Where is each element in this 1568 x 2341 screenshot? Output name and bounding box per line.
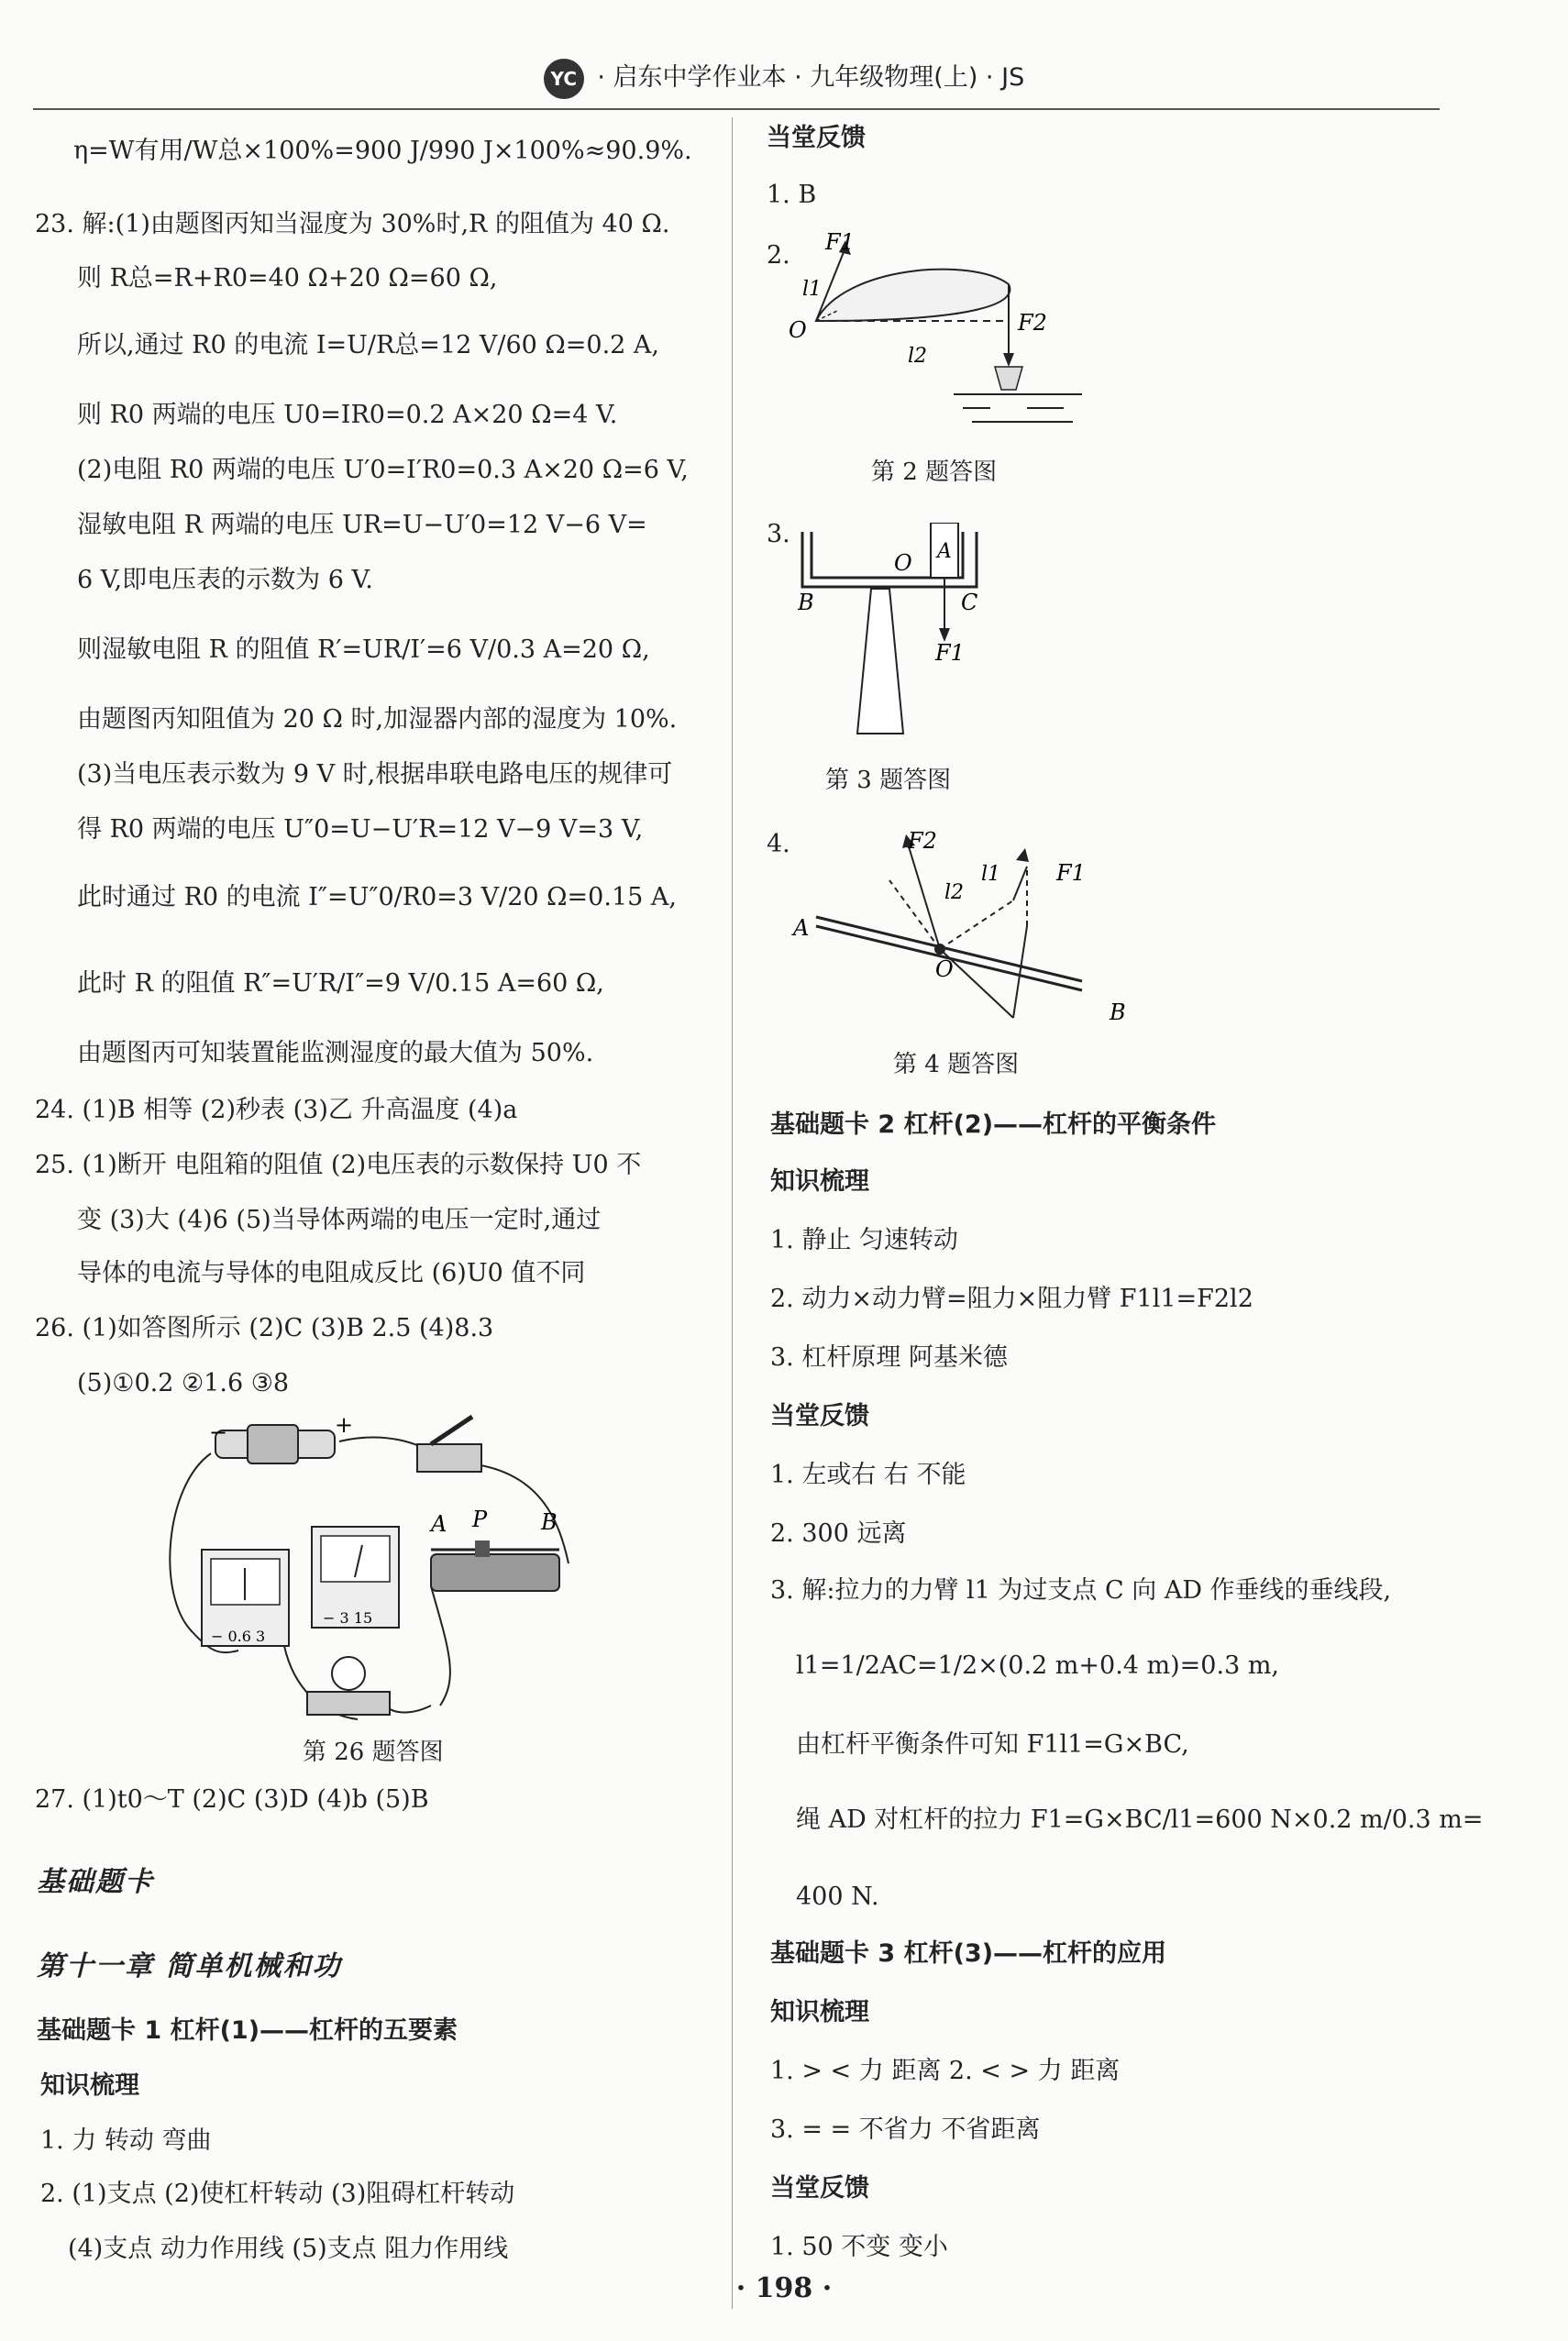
card2-feedback: 绳 AD 对杠杆的拉力 F1=G×BC/l1=600 N×0.2 m/0.3 m= — [796, 1805, 1484, 1834]
page-number: · 198 · — [735, 2272, 833, 2304]
q25-line: 25. (1)断开 电阻箱的阻值 (2)电压表的示数保持 U0 不 — [35, 1151, 642, 1179]
publisher-logo: YC — [544, 59, 584, 99]
figure3-caption: 第 3 题答图 — [825, 767, 952, 794]
q23-line: 湿敏电阻 R 两端的电压 UR=U−U′0=12 V−6 V= — [77, 511, 647, 539]
pivot-o-label: O — [789, 317, 807, 343]
rheostat-terminal-b: B — [541, 1509, 558, 1535]
feedback-heading: 当堂反馈 — [770, 1402, 869, 1430]
q23-line: (2)电阻 R0 两端的电压 U′0=I′R0=0.3 A×20 Ω=6 V, — [77, 456, 689, 484]
ammeter-scale: − 0.6 3 — [211, 1628, 266, 1645]
header-rule — [33, 108, 1440, 110]
q23-line: 则 R总=R+R0=40 Ω+20 Ω=60 Ω, — [77, 264, 498, 293]
arm-l2-label: l2 — [908, 345, 928, 368]
force-f1-label: F1 — [825, 229, 855, 255]
battery-minus-label: − — [209, 1419, 228, 1445]
arm-l2-label: l2 — [944, 881, 965, 904]
knowledge-heading: 知识梳理 — [770, 1167, 869, 1196]
point-a-label: A — [793, 915, 810, 941]
q23-line: 得 R0 两端的电压 U″0=U−U′R=12 V−9 V=3 V, — [77, 815, 644, 844]
q23-line: 23. 解:(1)由题图丙知当湿度为 30%时,R 的阻值为 40 Ω. — [35, 210, 670, 238]
point-a-label: A — [937, 540, 952, 563]
figure26-caption: 第 26 题答图 — [303, 1739, 444, 1766]
point-c-label: C — [961, 590, 978, 615]
q23-line: 此时 R 的阻值 R″=U′R/I″=9 V/0.15 A=60 Ω, — [77, 969, 604, 998]
q23-line: (3)当电压表示数为 9 V 时,根据串联电路电压的规律可 — [77, 760, 673, 789]
feedback-heading: 当堂反馈 — [767, 124, 866, 152]
card3-item: 1. > < 力 距离 2. < > 力 距离 — [770, 2057, 1121, 2085]
q23-line: 此时通过 R0 的电流 I″=U″0/R0=3 V/20 Ω=0.15 A, — [77, 883, 677, 911]
lever-diagram-figure3 — [798, 523, 1018, 743]
force-f1-label: F1 — [1056, 860, 1086, 886]
card1-item: (4)支点 动力作用线 (5)支点 阻力作用线 — [68, 2235, 509, 2263]
card2-feedback: l1=1/2AC=1/2×(0.2 m+0.4 m)=0.3 m, — [796, 1651, 1280, 1680]
feedback-answer: 2. — [767, 241, 790, 270]
figure2-caption: 第 2 题答图 — [871, 458, 998, 486]
card1-item: 1. 力 转动 弯曲 — [40, 2126, 212, 2155]
arm-l1-label: l1 — [981, 863, 1001, 886]
card1-item: 2. (1)支点 (2)使杠杆转动 (3)阻碍杠杆转动 — [40, 2180, 515, 2208]
card2-feedback: 400 N. — [796, 1883, 879, 1911]
battery-plus-label: + — [335, 1412, 354, 1438]
knowledge-heading: 知识梳理 — [770, 1998, 869, 2026]
rheostat-terminal-a: A — [431, 1511, 447, 1537]
force-f2-label: F2 — [1018, 310, 1047, 336]
card3-feedback: 1. 50 不变 变小 — [770, 2233, 948, 2261]
knowledge-heading: 知识梳理 — [40, 2071, 139, 2100]
q23-line: 由题图丙可知装置能监测湿度的最大值为 50%. — [77, 1039, 594, 1067]
card2-feedback: 3. 解:拉力的力臂 l1 为过支点 C 向 AD 作垂线的垂线段, — [770, 1576, 1392, 1605]
lever-diagram-figure4 — [789, 825, 1137, 1027]
q24-answer: 24. (1)B 相等 (2)秒表 (3)乙 升高温度 (4)a — [35, 1096, 518, 1124]
q23-line: 6 V,即电压表的示数为 6 V. — [77, 566, 373, 594]
arm-l1-label: l1 — [802, 278, 823, 301]
page-header — [0, 57, 1568, 99]
card2-item: 2. 动力×动力臂=阻力×阻力臂 F1l1=F2l2 — [770, 1285, 1253, 1313]
figure4-caption: 第 4 题答图 — [893, 1051, 1020, 1078]
column-divider — [732, 117, 733, 2309]
circuit-diagram-figure26 — [156, 1412, 587, 1724]
q25-line: 变 (3)大 (4)6 (5)当导体两端的电压一定时,通过 — [77, 1206, 602, 1234]
lever-diagram-figure2 — [789, 229, 1100, 431]
efficiency-formula: η=W有用/W总×100%=900 J/990 J×100%≈90.9%. — [73, 137, 692, 165]
feedback-heading: 当堂反馈 — [770, 2174, 869, 2203]
pivot-o-label: O — [935, 956, 954, 982]
card2-item: 1. 静止 匀速转动 — [770, 1226, 958, 1254]
card3-item: 3. = = 不省力 不省距离 — [770, 2115, 1041, 2144]
feedback-answer: 3. — [767, 520, 790, 548]
card2-feedback: 2. 300 远离 — [770, 1519, 907, 1548]
card2-feedback: 1. 左或右 右 不能 — [770, 1461, 966, 1489]
feedback-answer: 1. B — [767, 181, 817, 209]
pivot-o-label: O — [894, 550, 912, 576]
section-title: 基础题卡 — [37, 1866, 154, 1898]
q23-line: 则湿敏电阻 R 的阻值 R′=UR/I′=6 V/0.3 A=20 Ω, — [77, 635, 650, 664]
q26-line: 26. (1)如答图所示 (2)C (3)B 2.5 (4)8.3 — [35, 1314, 494, 1342]
point-b-label: B — [1110, 999, 1126, 1025]
chapter-title: 第十一章 简单机械和功 — [37, 1950, 342, 1982]
feedback-answer: 4. — [767, 830, 790, 858]
q25-line: 导体的电流与导体的电阻成反比 (6)U0 值不同 — [77, 1259, 586, 1287]
q23-line: 则 R0 两端的电压 U0=IR0=0.2 A×20 Ω=4 V. — [77, 401, 618, 429]
q23-line: 所以,通过 R0 的电流 I=U/R总=12 V/60 Ω=0.2 A, — [77, 331, 660, 359]
point-b-label: B — [798, 590, 814, 615]
force-f2-label: F2 — [908, 828, 937, 854]
card3-title: 基础题卡 3 杠杆(3)——杠杆的应用 — [770, 1939, 1167, 1968]
card2-feedback: 由杠杆平衡条件可知 F1l1=G×BC, — [796, 1730, 1189, 1759]
card1-title: 基础题卡 1 杠杆(1)——杠杆的五要素 — [37, 2016, 458, 2045]
card2-title: 基础题卡 2 杠杆(2)——杠杆的平衡条件 — [770, 1110, 1217, 1139]
q23-line: 由题图丙知阻值为 20 Ω 时,加湿器内部的湿度为 10%. — [77, 705, 678, 734]
header-title: · 启东中学作业本 · 九年级物理(上) · JS — [597, 63, 1025, 92]
force-f1-label: F1 — [935, 640, 965, 666]
rheostat-slider-p: P — [472, 1507, 488, 1532]
voltmeter-scale: − 3 15 — [323, 1609, 373, 1627]
card2-item: 3. 杠杆原理 阿基米德 — [770, 1343, 1008, 1372]
q26-line: (5)①0.2 ②1.6 ③8 — [77, 1369, 290, 1397]
q27-answer: 27. (1)t0～T (2)C (3)D (4)b (5)B — [35, 1785, 429, 1814]
